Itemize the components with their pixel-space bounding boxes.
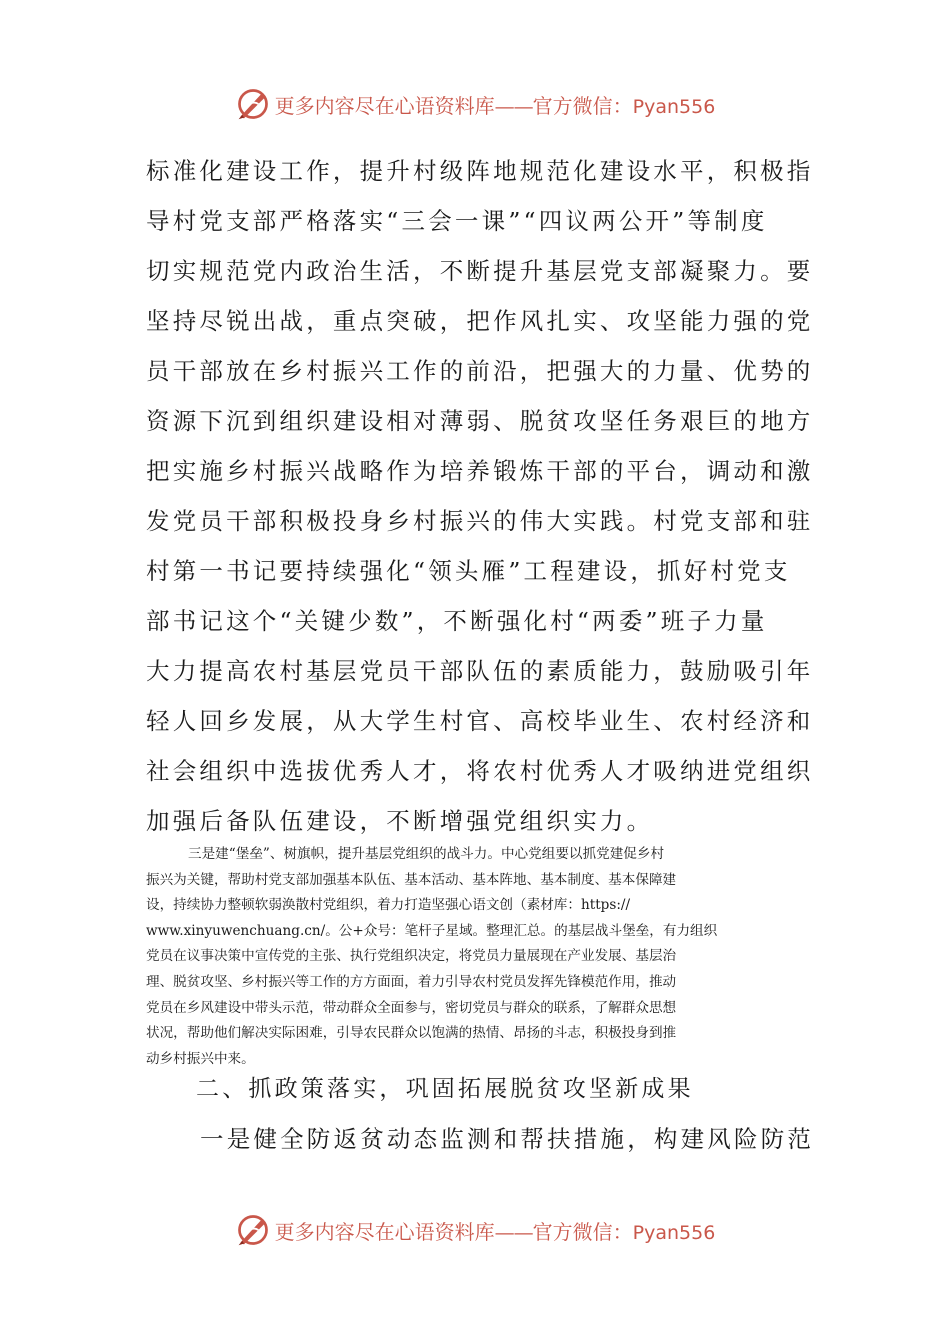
small-text-line: 状况，帮助他们解决实际困难，引导农民群众以饱满的热情、昂扬的斗志，积极投身到推 bbox=[146, 1025, 677, 1042]
text-line: 加强后备队伍建设，不断增强党组织实力。 bbox=[146, 807, 654, 835]
pen-logo-icon bbox=[235, 1212, 271, 1248]
small-text-line: www.xinyuwenchuang.cn/。公+众号：笔杆子星域。整理汇总。的基层战斗堡垒，有力组织 bbox=[146, 922, 718, 939]
text-line: 资源下沉到组织建设相对薄弱、脱贫攻坚任务艰巨的地方 bbox=[146, 407, 814, 435]
small-text-line: 理、脱贫攻坚、乡村振兴等工作的方方面面，着力引导农村党员发挥先锋模范作用，推动 bbox=[146, 973, 677, 990]
header-banner bbox=[0, 84, 950, 124]
small-text-line: 三是建“堡垒”、树旗帜，提升基层党组织的战斗力。中心党组要以抓党建促乡村 bbox=[188, 846, 665, 862]
text-line: 轻人回乡发展，从大学生村官、高校毕业生、农村经济和 bbox=[146, 707, 814, 735]
small-text-line: 党员在议事决策中宣传党的主张、执行党组织决定，将党员力量展现在产业发展、基层治 bbox=[146, 948, 677, 965]
small-paragraph bbox=[146, 842, 808, 1072]
small-text-line: 动乡村振兴中来。 bbox=[146, 1050, 255, 1067]
text-line: 把实施乡村振兴战略作为培养锻炼干部的平台，调动和激 bbox=[146, 457, 814, 485]
text-line: 切实规范党内政治生活，不断提升基层党支部凝聚力。要 bbox=[146, 257, 814, 285]
text-line: 部书记这个“关键少数”，不断强化村“两委”班子力量 bbox=[146, 607, 768, 635]
text-line: 标准化建设工作，提升村级阵地规范化建设水平，积极指 bbox=[146, 157, 814, 185]
banner-wechat-id: Pyan556 bbox=[632, 1221, 716, 1244]
text-line: 一是健全防返贫动态监测和帮扶措施，构建风险防范 bbox=[200, 1125, 815, 1153]
text-line: 村第一书记要持续强化“领头雁”工程建设，抓好村党支 bbox=[146, 557, 791, 585]
banner-separator: —— bbox=[494, 93, 533, 118]
text-line: 员干部放在乡村振兴工作的前沿，把强大的力量、优势的 bbox=[146, 357, 814, 385]
banner-title: 更多内容尽在心语资料库 bbox=[274, 93, 495, 118]
banner-text bbox=[275, 1216, 716, 1245]
banner-text bbox=[275, 90, 716, 119]
banner-label: 官方微信： bbox=[532, 93, 633, 118]
footer-banner bbox=[0, 1210, 950, 1250]
banner-wechat-id: Pyan556 bbox=[632, 95, 716, 118]
small-text-line: 设，持续协力整顿软弱涣散村党组织，着力打造坚强心语文创（素材库：https:// bbox=[146, 897, 631, 914]
section-heading: 二、抓政策落实，巩固拓展脱贫攻坚新成果 bbox=[196, 1076, 694, 1102]
small-text-line: 党员在乡风建设中带头示范，带动群众全面参与，密切党员与群众的联系，了解群众思想 bbox=[146, 999, 677, 1016]
text-line: 导村党支部严格落实“三会一课”“四议两公开”等制度 bbox=[146, 207, 768, 235]
banner-label: 官方微信： bbox=[532, 1219, 633, 1244]
banner-separator: —— bbox=[494, 1219, 533, 1244]
small-text-line: 振兴为关键，帮助村党支部加强基本队伍、基本活动、基本阵地、基本制度、基本保障建 bbox=[146, 871, 677, 888]
banner-title: 更多内容尽在心语资料库 bbox=[274, 1219, 495, 1244]
text-line: 社会组织中选拔优秀人才，将农村优秀人才吸纳进党组织 bbox=[146, 757, 814, 785]
text-line: 发党员干部积极投身乡村振兴的伟大实践。村党支部和驻 bbox=[146, 507, 814, 535]
pen-logo-icon bbox=[235, 86, 271, 122]
main-paragraph bbox=[146, 146, 814, 846]
text-line: 坚持尽锐出战，重点突破，把作风扎实、攻坚能力强的党 bbox=[146, 307, 814, 335]
text-line: 大力提高农村基层党员干部队伍的素质能力，鼓励吸引年 bbox=[146, 657, 814, 685]
